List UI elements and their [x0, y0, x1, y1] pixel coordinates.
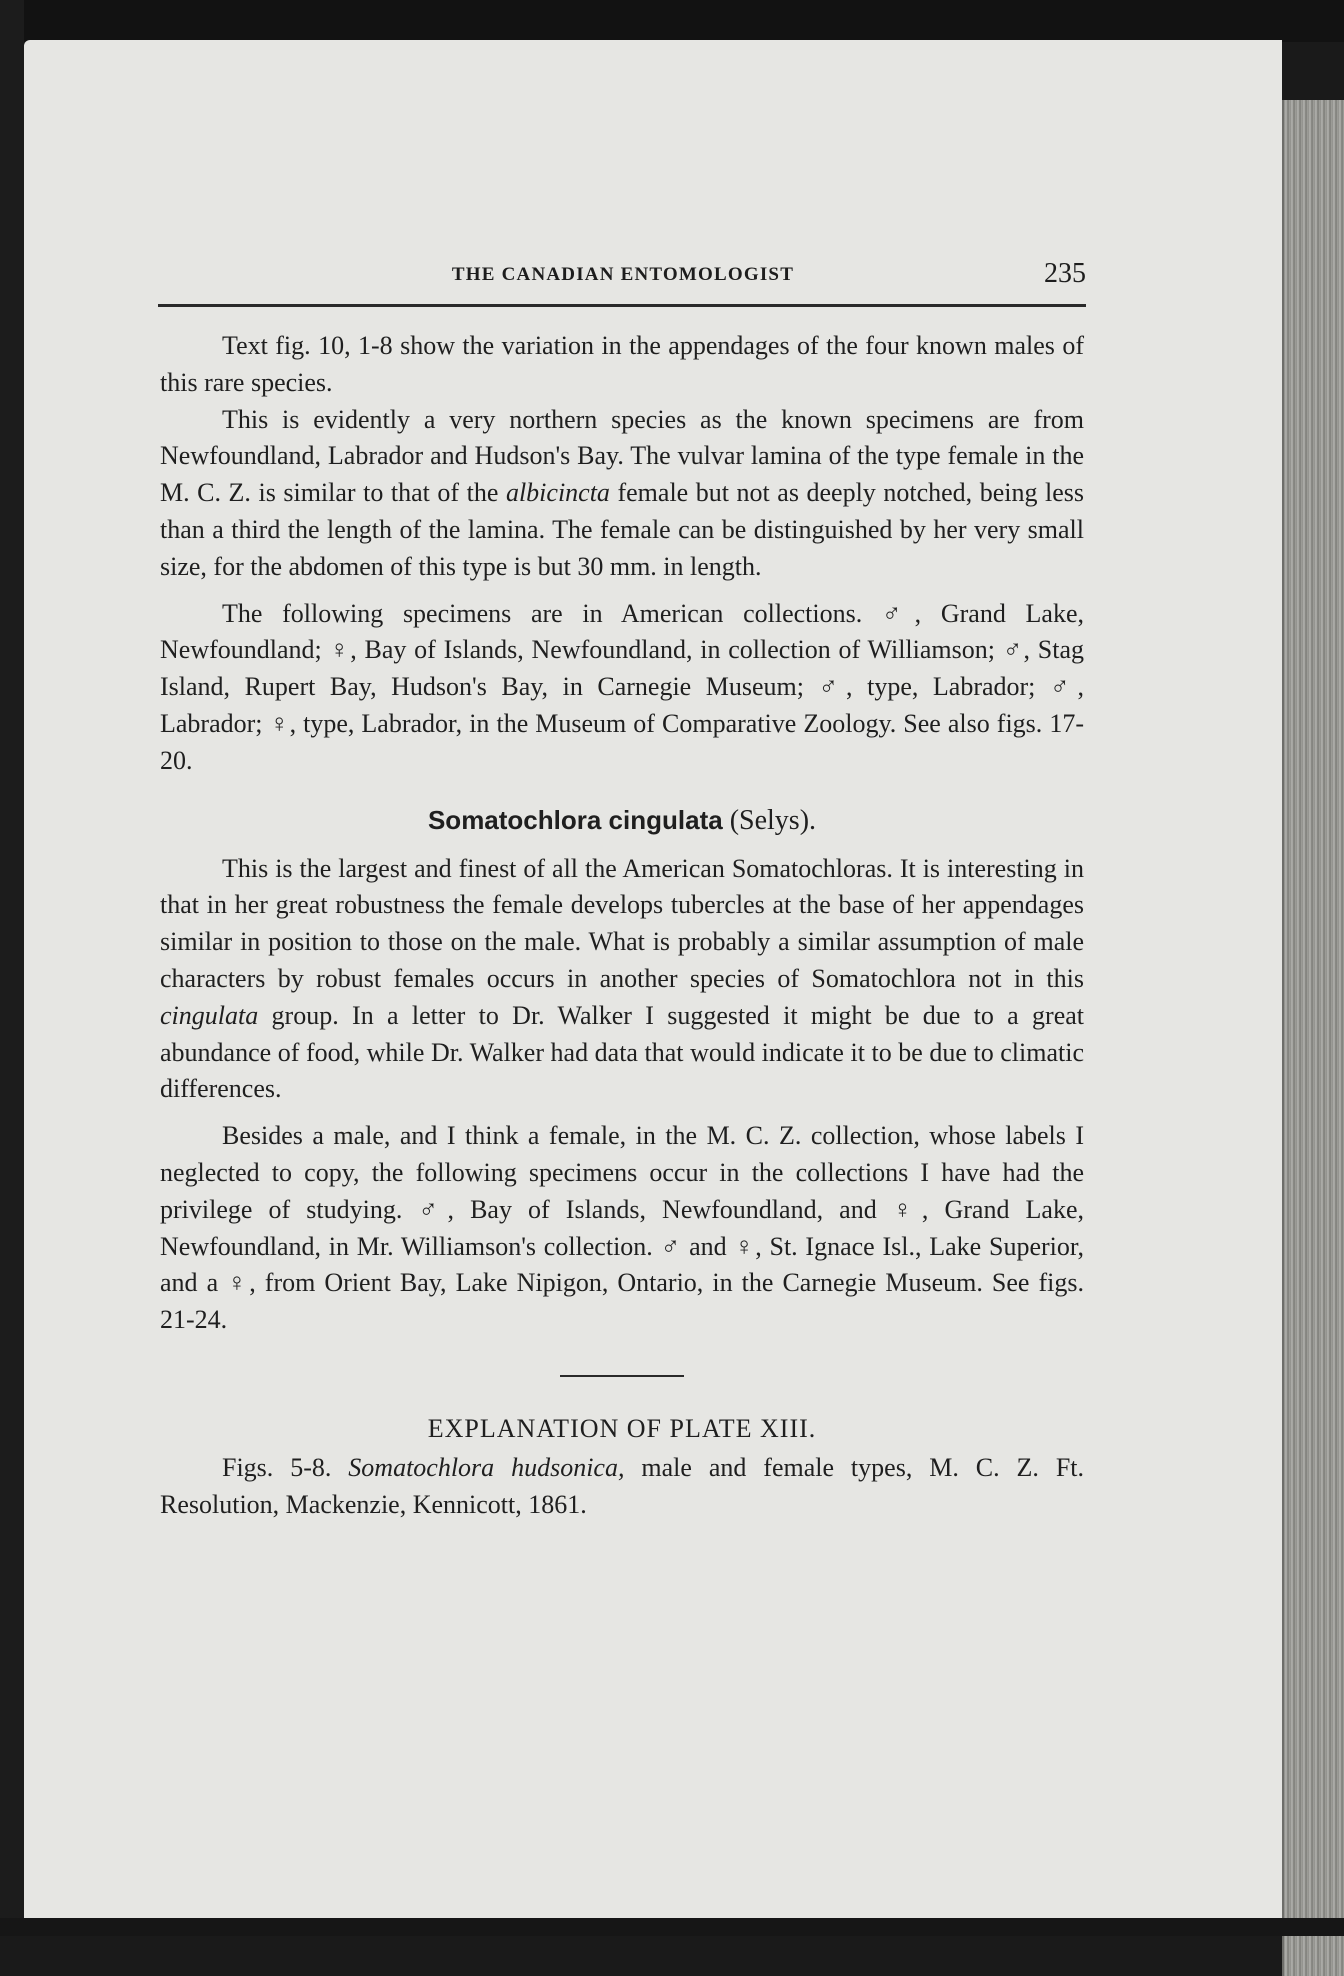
- scan-top-border: [0, 0, 1344, 42]
- section-species-name: Somatochlora cingulata: [427, 804, 723, 835]
- paragraph-text-fig: Text fig. 10, 1-8 show the variation in the appendages of the four known males of this rare species.: [160, 331, 1084, 397]
- page-number: 235: [1044, 258, 1086, 289]
- caption-text: male and female types, M. C. Z. Ft. Resolution, Mackenzie, Kennicott, 1861.: [160, 1452, 1085, 1519]
- section-divider: [560, 1375, 684, 1377]
- paragraph-besides-male: Besides a male, and I think a female, in the M. C. Z. collection, whose labels I neglected to copy, the following specimens occur in the collections I have had the privilege of studying. ♂, Bay of Islands, Newfoundland, and ♀, Grand Lake, Newfoundland, in Mr. Williamson's collection. ♂ and ♀, St. Ignace Isl., Lake Superior, and a ♀, from Orient Bay, Lake Nipigon, Ontario, in the Carnegie Museum. See figs. 21-24.: [160, 1121, 1084, 1335]
- caption-figs: Figs. 5-8.: [222, 1452, 349, 1482]
- section-author: (Selys).: [729, 804, 817, 836]
- section-heading: [160, 800, 1084, 841]
- scan-bottom-border: [0, 1918, 1344, 1936]
- paragraph-text: This is the largest and finest of all the American Somatochloras. It is interesting in that in her great robustness the female develops tubercles at the base of her appendages similar in position to those on the male. What is probably a similar assumption of male characters by robust females occurs in another species of Somatochlora not in this: [160, 853, 1084, 993]
- group-name-italic: cingulata: [160, 1000, 259, 1030]
- caption-species-italic: Somatochlora hudsonica,: [348, 1452, 625, 1482]
- plate-caption: [160, 1450, 1084, 1524]
- page-stack-edge: [1282, 100, 1344, 1976]
- paragraph-text: This is evidently a very northern species as the known specimens are from Newfoundland, Labrador and Hudson's Bay. The vulvar lamina of the type female in the M. C. Z. is similar to that of the: [160, 404, 1084, 508]
- paragraph-northern-species: [160, 402, 1084, 586]
- plate-explanation-title: EXPLANATION OF PLATE XIII.: [427, 1413, 817, 1443]
- paragraph-text: group. In a letter to Dr. Walker I suggested it might be due to a great abundance of food, while Dr. Walker had data that would indicate it to be due to climatic differences.: [160, 1000, 1084, 1104]
- page-body: [160, 328, 1084, 1523]
- running-title: THE CANADIAN ENTOMOLOGIST: [451, 264, 795, 285]
- running-header: [160, 258, 1086, 298]
- species-name-italic: albicincta: [505, 478, 610, 508]
- header-rule: [158, 304, 1086, 307]
- paragraph-largest-finest: [160, 851, 1084, 1109]
- scan-left-border: [0, 0, 24, 1936]
- paragraph-text: female but not as deeply notched, being less than a third the length of the lamina. The female can be distinguished by her very small size, for the abdomen of this type is but 30 mm. in length.: [160, 478, 1085, 581]
- paragraph-specimens: The following specimens are in American collections. ♂, Grand Lake, Newfoundland; ♀, Bay of Islands, Newfoundland, in collection of Williamson; ♂, Stag Island, Rupert Bay, Hudson's Bay, in Carnegie Museum; ♂, type, Labrador; ♂, Labrador; ♀, type, Labrador, in the Museum of Comparative Zoology. See also figs. 17-20.: [160, 598, 1084, 775]
